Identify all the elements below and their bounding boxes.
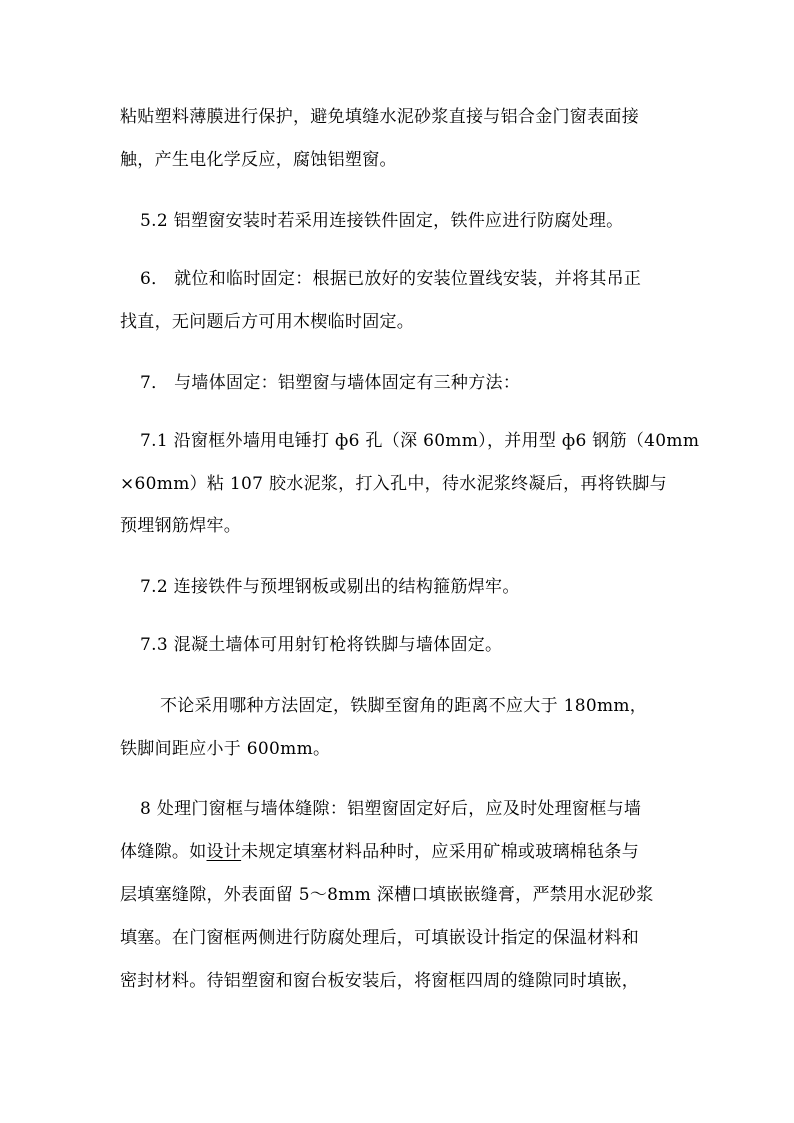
paragraph-line: 7.3 混凝土墙体可用射钉枪将铁脚与墙体固定。 [140,635,503,655]
line-text: 体缝隙。如 [120,842,207,862]
paragraph-line: 7.2 连接铁件与预埋钢板或剔出的结构箍筋焊牢。 [140,577,520,597]
paragraph-line: 8 处理门窗框与墙体缝隙：铝塑窗固定好后，应及时处理窗框与墙 [140,799,642,819]
paragraph-line: 5.2 铝塑窗安装时若采用连接铁件固定，铁件应进行防腐处理。 [140,211,624,231]
paragraph-line [120,841,674,863]
paragraph-line: 填塞。在门窗框两侧进行防腐处理后，可填嵌设计指定的保温材料和 [120,928,639,948]
paragraph-line: ×60mm）粘 107 胶水泥浆，打入孔中，待水泥浆终凝后，再将铁脚与 [120,474,667,494]
paragraph-line: 粘贴塑料薄膜进行保护，避免填缝水泥砂浆直接与铝合金门窗表面接 [120,107,639,127]
paragraph-line: 层填塞缝隙，外表面留 5～8mm 深槽口填嵌嵌缝膏，严禁用水泥砂浆 [120,885,654,905]
line-text: 未规定填塞材料品种时，应采用矿棉或玻璃棉毡条与 [241,842,640,862]
paragraph-line: 找直，无问题后方可用木楔临时固定。 [120,312,415,332]
paragraph-line: 7.1 沿窗框外墙用电锤打 ф6 孔（深 60mm），并用型 ф6 钢筋（40mm [140,431,700,451]
paragraph-line: 铁脚间距应小于 600mm。 [120,739,331,759]
paragraph-line: 密封材料。待铝塑窗和窗台板安装后，将窗框四周的缝隙同时填嵌， [120,971,639,991]
design-link[interactable]: 设计 [206,842,242,862]
paragraph-line: 6． 就位和临时固定：根据已放好的安装位置线安装，并将其吊正 [140,269,642,289]
paragraph-line: 不论采用哪种方法固定，铁脚至窗角的距离不应大于 180mm， [160,696,648,716]
paragraph-line: 7． 与墙体固定：铝塑窗与墙体固定有三种方法： [140,373,521,393]
paragraph-line: 预埋钢筋焊牢。 [120,516,242,536]
paragraph-line: 触，产生电化学反应，腐蚀铝塑窗。 [120,150,397,170]
